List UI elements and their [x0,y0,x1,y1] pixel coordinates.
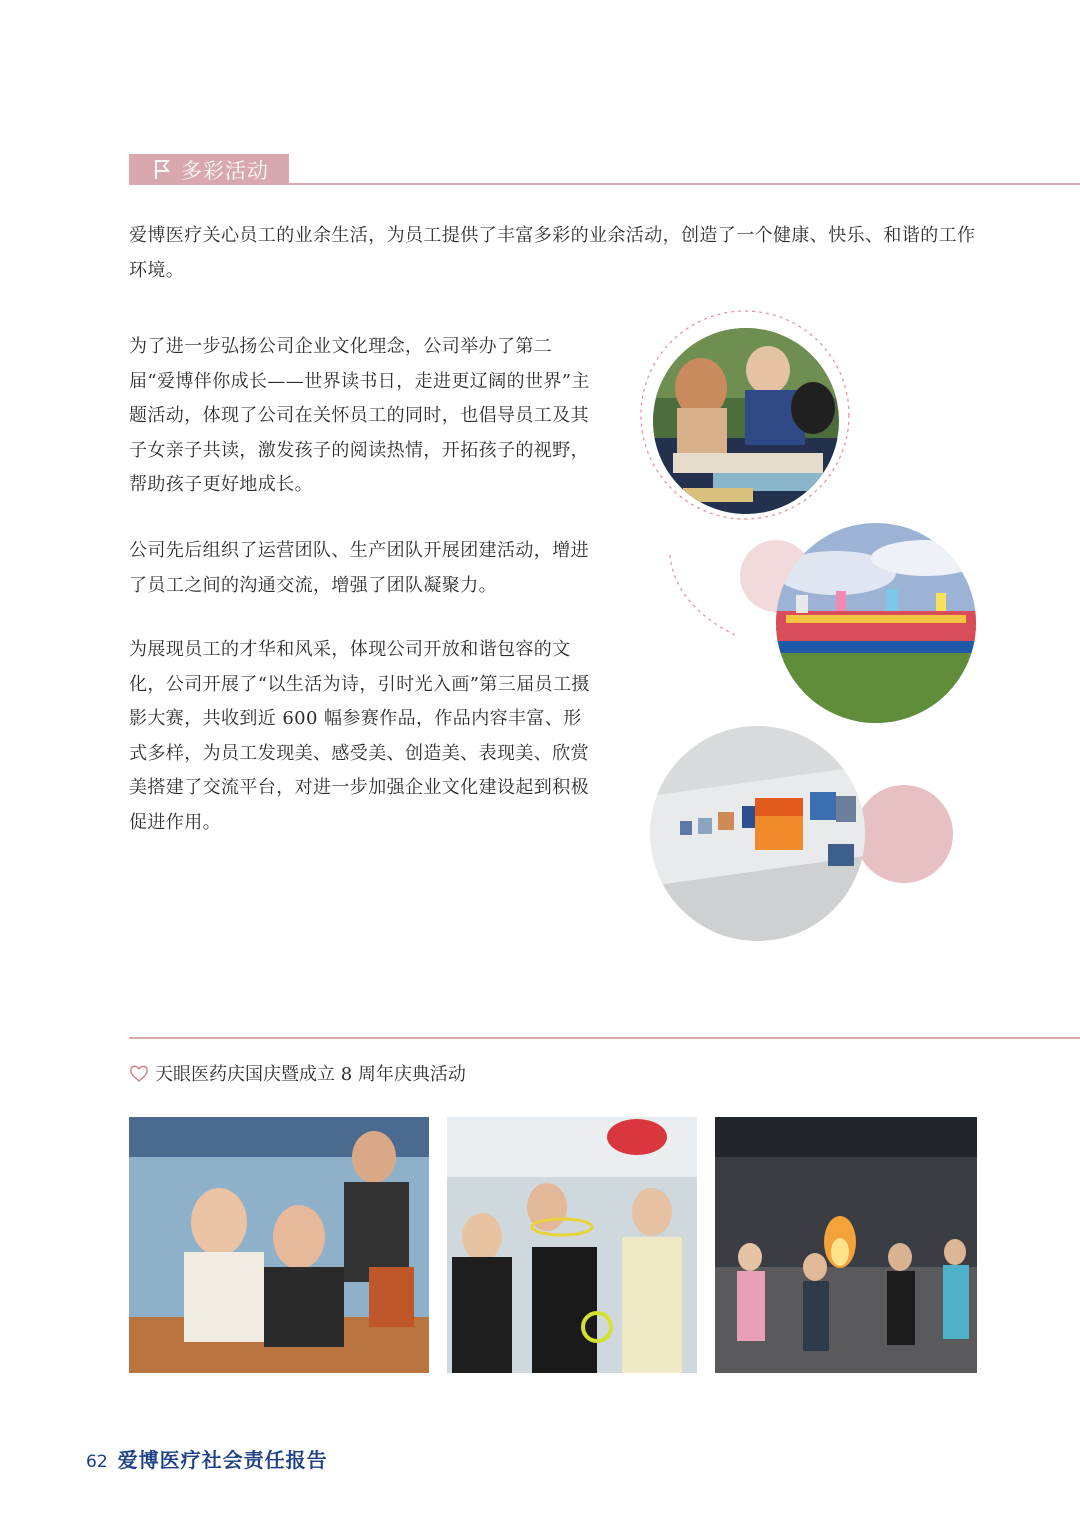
event-heading [129,1058,466,1088]
event-photo-ring-toss [447,1117,697,1373]
photo-exhibition-photo [650,726,865,941]
intro-paragraph: 爱博医疗关心员工的业余生活，为员工提供了丰富多彩的业余活动，创造了一个健康、快乐、和谐的工作环境。 [129,225,976,281]
section-heading-tag [129,154,289,185]
page-number: 62 [86,1452,108,1472]
section-title: 多彩活动 [181,158,269,183]
heart-outline-icon [129,1063,149,1083]
decorative-rose-circle [855,785,953,883]
flag-icon [153,159,171,180]
photo-contest-paragraph: 为展现员工的才华和风采，体现公司开放和谐包容的文化，公司开展了“以生活为诗，引时光入画”第三届员工摄影大赛，共收到近 600 幅参赛作品，作品内容丰富、形式多样，为员工发现美、感受美、创造美、表现美、欣赏美搭建了交流平台，对进一步加强企业文化建设起到积极促进作用。 [129,639,590,833]
reading-day-photo [653,328,839,514]
event-divider [129,1037,1080,1039]
section-divider [129,183,1080,185]
team-building-photo [776,523,976,723]
report-title: 爱博医疗社会责任报告 [117,1448,328,1472]
page-footer [86,1444,328,1473]
reading-day-paragraph: 为了进一步弘扬公司企业文化理念，公司举办了第二届“爱博伴你成长——世界读书日，走进更辽阔的世界”主题活动，体现了公司在关怀员工的同时，也倡导员工及其子女亲子共读，激发孩子的阅读热情，开拓孩子的视野，帮助孩子更好地成长。 [129,336,590,495]
event-photo-food-stall [129,1117,429,1373]
event-title: 天眼医药庆国庆暨成立 8 周年庆典活动 [155,1064,466,1085]
team-building-paragraph: 公司先后组织了运营团队、生产团队开展团建活动，增进了员工之间的沟通交流，增强了团队凝聚力。 [129,540,589,596]
event-photo-bonfire-dance [715,1117,977,1373]
